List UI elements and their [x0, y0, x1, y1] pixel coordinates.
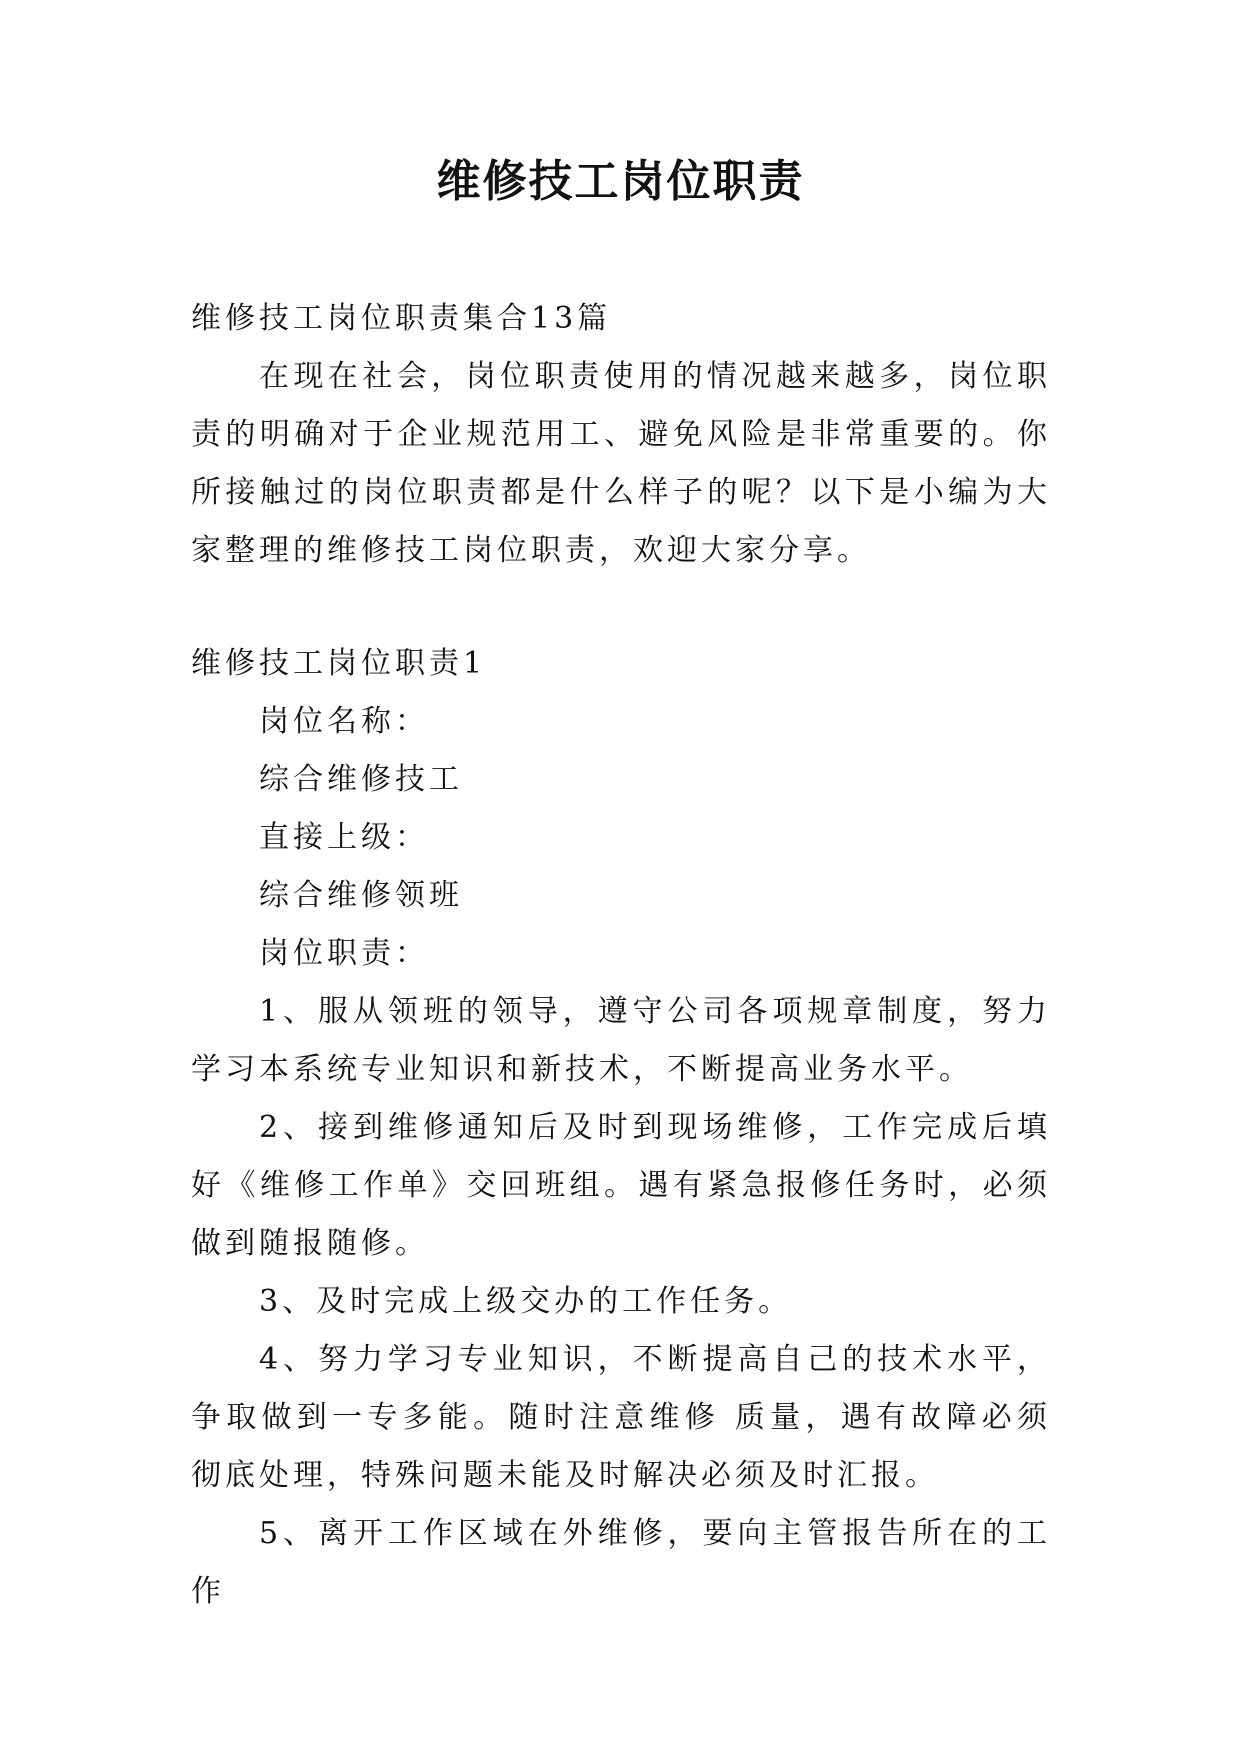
document-body	[191, 290, 1051, 1621]
duty-item-2: 2、接到维修通知后及时到现场维修，工作完成后填好《维修工作单》交回班组。遇有紧急报修任务时，必须做到随报随修。	[191, 1110, 1051, 1261]
document-title: 维修技工岗位职责	[436, 156, 805, 207]
duty-item-4: 4、努力学习专业知识，不断提高自己的技术水平，争取做到一专多能。随时注意维修 质量，遇有故障必须彻底处理，特殊问题未能及时解决必须及时汇报。	[191, 1342, 1051, 1493]
field-value-position-name: 综合维修技工	[259, 762, 463, 797]
duty-item-1: 1、服从领班的领导，遵守公司各项规章制度，努力学习本系统专业知识和新技术，不断提高业务水平。	[191, 994, 1051, 1087]
field-label-direct-superior: 直接上级：	[259, 820, 429, 855]
section-heading: 维修技工岗位职责1	[191, 646, 487, 681]
duty-item-5: 5、离开工作区域在外维修，要向主管报告所在的工作	[191, 1516, 1051, 1609]
field-label-duties: 岗位职责：	[259, 936, 429, 971]
document-subtitle: 维修技工岗位职责集合13篇	[191, 301, 612, 336]
field-value-direct-superior: 综合维修领班	[259, 878, 463, 913]
section-1	[191, 635, 1051, 1621]
duty-item-3: 3、及时完成上级交办的工作任务。	[259, 1284, 793, 1319]
intro-paragraph: 在现在社会，岗位职责使用的情况越来越多，岗位职责的明确对于企业规范用工、避免风险是非常重要的。你所接触过的岗位职责都是什么样子的呢？以下是小编为大家整理的维修技工岗位职责，欢迎大家分享。	[191, 359, 1051, 568]
field-label-position-name: 岗位名称：	[259, 704, 429, 739]
